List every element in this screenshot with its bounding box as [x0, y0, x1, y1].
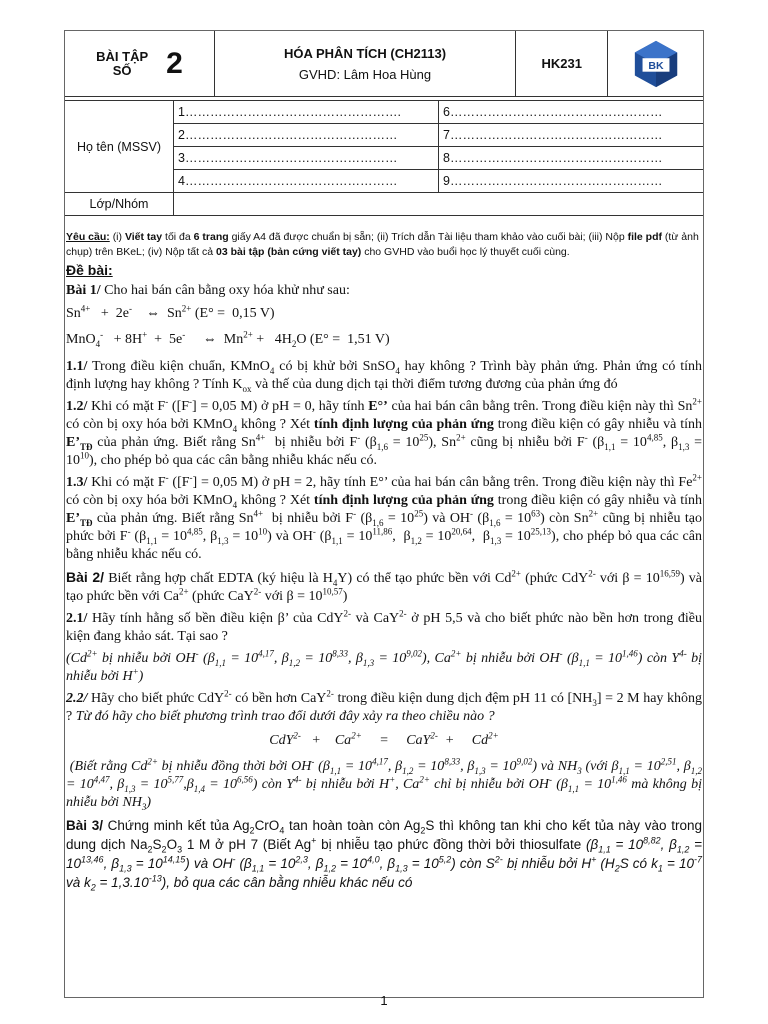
- member-slot-3[interactable]: 3……………………………………………: [174, 147, 439, 170]
- instructor: GVHD: Lâm Hoa Hùng: [298, 66, 432, 82]
- bai2-intro: Bài 2/ Biết rằng hợp chất EDTA (ký hiệu là $H_4Y$) có thể tạo phức bền với $Cd^{2+}$ (phức CdY$^{2-}$ với $\beta = 10^{16,59}$) và tạo phức bền với $Ca^{2+}$ (phức CaY$^{2-}$ với $\beta = 10^{10,57}$): [66, 568, 702, 604]
- question-2-1: 2.1/ Hãy tính hằng số bền điều kiện β’ của CdY$^{2-}$ và CaY$^{2-}$ ở pH 5,5 và cho biết phức nào bền hơn trong điều kiện đang khảo sát. Tại sao ?: [66, 608, 702, 644]
- bai3: Bài 3/ Chứng minh kết tủa $Ag_2CrO_4$ tan hoàn toàn còn $Ag_2S$ thì không tan khi cho kết tủa này vào trong dung dịch $Na_2S_2O_3$ 1 M ở pH 7 (Biết Ag+ bị nhiễu tạo phức đồng thời bởi thiosulfate ($\beta_{1,1} = 10^{8,82}$, $\beta_{1,2} = 10^{13,46}$, $\beta_{1,3} = 10^{14,15}$) và OH- ($\beta_{1,1} = 10^{2,3}$, $\beta_{1,2} = 10^{4,0}$, $\beta_{1,3} = 10^{5,2}$) còn $S^{2-}$ bị nhiễu bởi H+ ($H_2S$ có $k_1 = 10^{-7}$ và $k_2 = 1,3.10^{-13}$), bỏ qua các cân bằng nhiễu khác nếu có: [66, 818, 703, 893]
- question-2-2: 2.2/ Hãy cho biết phức CdY$^{2-}$ có bền hơn CaY$^{2-}$ trong điều kiện dung dịch đệm pH 11 có $[NH_3] = 2$ M hay không ? Từ đó hãy cho biết phương trình trao đổi dưới đây xảy ra theo chiều nào ?: [66, 688, 702, 724]
- equation-mn: MnO$_4$- + 8H+ + 5e- ⇔ $Mn^{2+} + 4H_2O$ (E° = 1,51 V): [66, 329, 390, 349]
- group-label: Lớp/Nhóm: [65, 193, 174, 216]
- requirement-text: (i) Viết tay tối đa 6 trang giấy A4 đã được chuẩn bị sẵn; (ii) Trích dẫn Tài liệu tham khảo vào cuối bài; (iii) Nộp file pdf (từ ảnh chụp) trên BKeL; (iv) Nộp tất cả 03 bài tập (bản cứng viết tay) cho GVHD vào buổi học lý thuyết cuối cùng.: [66, 231, 699, 258]
- question-1-1: 1.1/ Trong điều kiện chuẩn, KMnO$_4$ có bị khử bởi SnSO$_4$ hay không ? Trình bày phản ứng. Phản ứng có tính định lượng hay không ? Tính $K_{ox}$ và thế của dung dịch tại thời điểm tương đương của phản ứng đó: [66, 359, 703, 394]
- section-heading: Đề bài:: [66, 262, 113, 278]
- assignment-number: 2: [166, 46, 183, 80]
- term: HK231: [516, 31, 608, 97]
- question-1-2: 1.2/ Khi có mặt F- ([F-] = 0,05 M) ở pH = 0, hãy tính E°’ của hai bán cân bằng trên. Trong điều kiện này thì $Sn^{2+}$ có còn bị oxy hóa bởi KMnO$_4$ không ? Xét tính định lượng của phản ứng trong điều kiện có gây nhiễu và tính $E’_{TĐ}$ của phản ứng. Biết rằng $Sn^{4+}$ bị nhiễu bởi F- $(\beta_{1,6} = 10^{25})$, $Sn^{2+}$ cũng bị nhiễu bởi F- ($\beta_{1,1} = 10^{4,85}$, $\beta_{1,3} = 10^{10}$), cho phép bỏ qua các cân bằng nhiễu khác nếu có.: [66, 396, 702, 468]
- member-slot-9[interactable]: 9……………………………………………: [439, 170, 704, 193]
- member-slot-7[interactable]: 7……………………………………………: [439, 124, 704, 147]
- page-number: 1: [380, 993, 388, 1008]
- member-slot-4[interactable]: 4……………………………………………: [174, 170, 439, 193]
- question-2-2-note: (Biết rằng $Cd^{2+}$ bị nhiễu đồng thời bởi OH- ($\beta_{1,1} = 10^{4,17}$, $\beta_{1,2} = 10^{8,33}$, $\beta_{1,3} = 10^{9,02}$) và $NH_3$ (với $\beta_{1,1} = 10^{2,51}$, $\beta_{1,2} = 10^{4,47}$, $\beta_{1,3} = 10^{5,77},\beta_{1,4} = 10^{6,56}$) còn $Y^{4-}$ bị nhiễu bởi H+, $Ca^{2+}$ chỉ bị nhiễu bởi OH- ($\beta_{1,1} = 10^{1,46}$ mà không bị nhiễu bởi $NH_3$): [66, 756, 702, 812]
- course-title: HÓA PHÂN TÍCH (CH2113): [283, 45, 447, 61]
- bai1-intro: Bài 1/ Cho hai bán cân bằng oxy hóa khử như sau:: [66, 283, 350, 298]
- assignment-label: BÀI TẬP SỐ: [96, 48, 149, 78]
- page-frame: [64, 30, 704, 998]
- member-slot-6[interactable]: 6……………………………………………: [439, 101, 704, 124]
- member-slot-8[interactable]: 8……………………………………………: [439, 147, 704, 170]
- logo-text: BK: [648, 59, 664, 72]
- requirement-label: Yêu cầu:: [66, 231, 110, 243]
- exchange-equation: CdY$^{2-}$ + $Ca^{2+}$ = CaY$^{2-}$ + $Cd^{2+}$: [269, 730, 499, 748]
- member-slot-1[interactable]: 1…………………………………………….: [174, 101, 439, 124]
- member-slot-2[interactable]: 2……………………………………………: [174, 124, 439, 147]
- equation-sn: $Sn^{4+} + 2e^-$ ⇔ $Sn^{2+}$ (E° = 0,15 V): [66, 303, 275, 321]
- name-label: Họ tên (MSSV): [65, 101, 174, 193]
- question-1-3: 1.3/ Khi có mặt F- ([F-] = 0,05 M) ở pH = 2, hãy tính E°’ của hai bán cân bằng trên. Trong điều kiện này thì $Fe^{2+}$ có còn bị oxy hóa bởi KMnO$_4$ không ? Xét tính định lượng của phản ứng trong điều kiện có gây nhiễu và tính $E’_{TĐ}$ của phản ứng. Biết rằng $Sn^{4+}$ bị nhiễu bởi F- $(\beta_{1,6} = 10^{25})$ và OH- $(\beta_{1,6} = 10^{63})$ còn $Sn^{2+}$ cũng bị nhiễu tạo phức bởi F- ($\beta_{1,1} = 10^{4,85}$, $\beta_{1,3} = 10^{10}$) và OH- ($\beta_{1,1} = 10^{11,86}$, $\beta_{1,2} = 10^{20,64}$, $\beta_{1,3} = 10^{25,13}$), cho phép bỏ qua các cân bằng nhiễu khác nếu có.: [66, 472, 702, 562]
- question-2-1-note: ($Cd^{2+}$ bị nhiễu bởi OH- ($\beta_{1,1} = 10^{4,17}$, $\beta_{1,2} = 10^{8,33}$, $\beta_{1,3} = 10^{9,02}$), $Ca^{2+}$ bị nhiễu bởi OH- $(\beta_{1,1} = 10^{1,46})$ còn $Y^{4-}$ bị nhiễu bởi H+): [66, 648, 702, 684]
